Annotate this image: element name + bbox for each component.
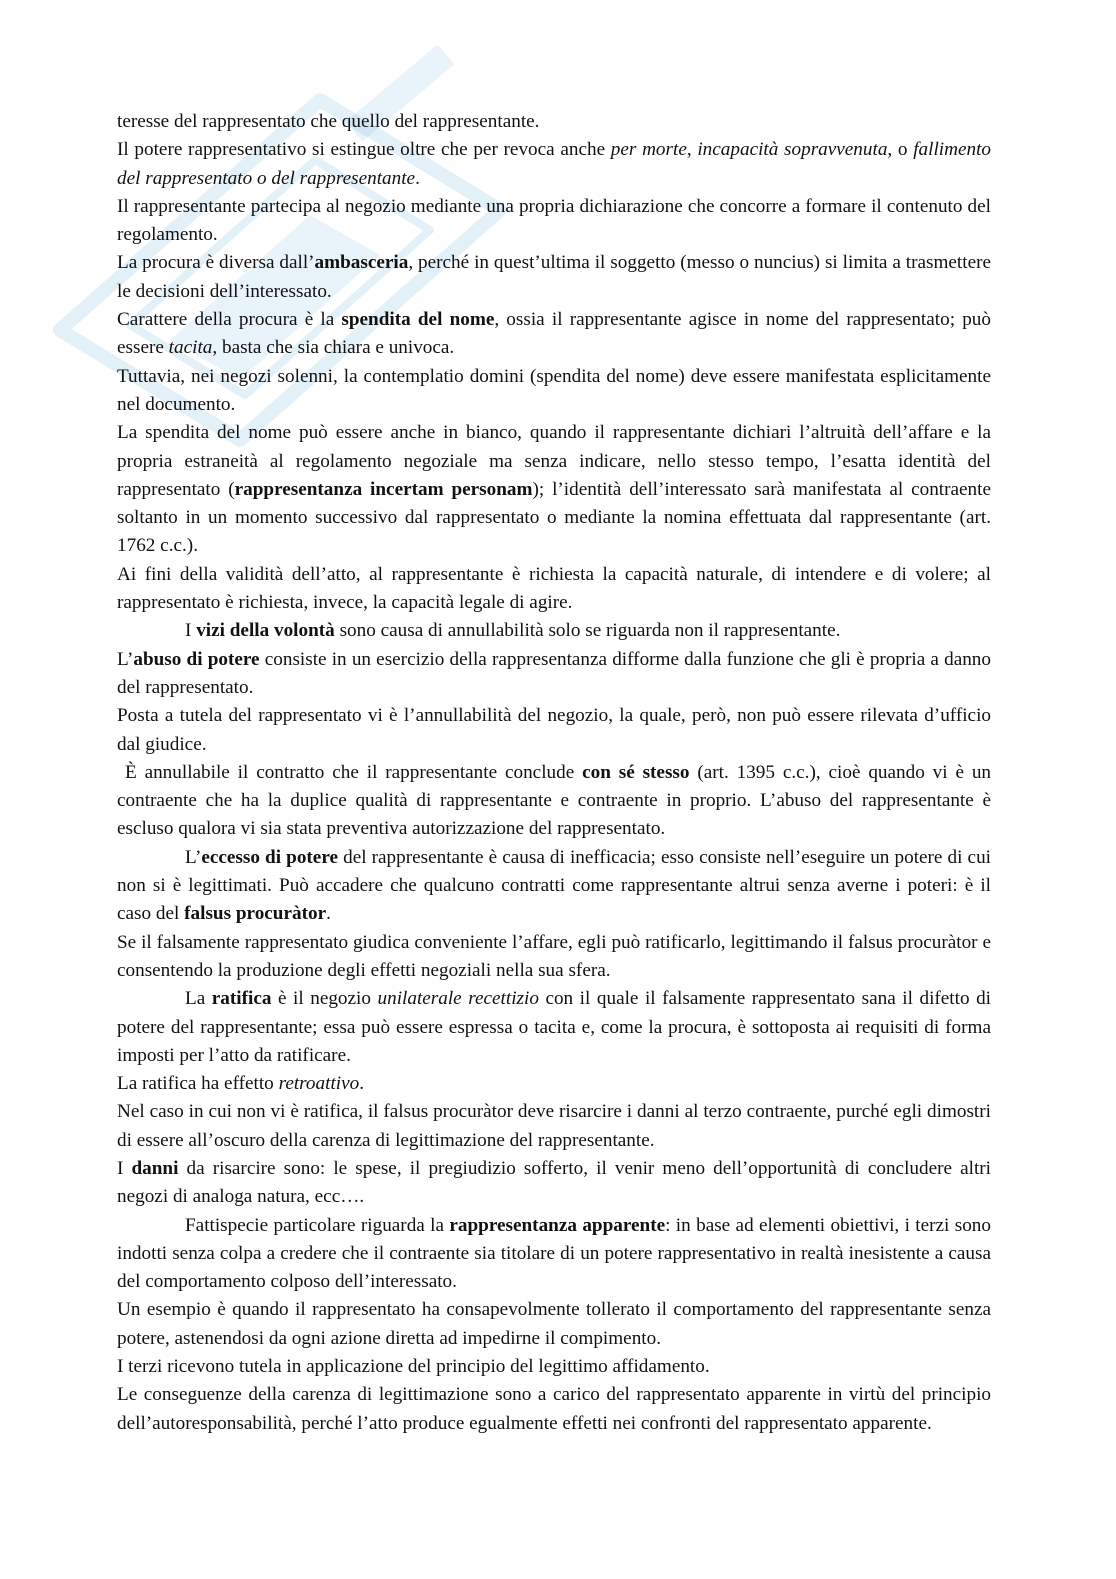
bold-text: con sé stesso [582,761,690,783]
text-run: sono causa di annullabilità solo se riguarda non il rappresentante. [334,620,841,642]
text-run: Ai fini della validità dell’atto, al rappresentante è richiesta la capacità naturale, di intendere e di volere; al rappresentato è richiesta, invece, la capacità legale di agire. [117,563,991,614]
bold-text: vizi della volontà [196,620,335,642]
text-run: , [686,139,698,161]
text-run: da risarcire sono: le spese, il pregiudizio sofferto, il venir meno dell’opportunità di concludere altri negozi di analoga natura, ecc…. [117,1157,991,1208]
text-run: L’ [185,846,202,868]
paragraph [117,929,991,986]
bold-text: ratifica [211,988,272,1010]
text-run: . [415,167,420,189]
paragraph [117,1212,991,1297]
text-run: Fattispecie particolare riguarda la [185,1214,450,1236]
text-run: La spendita del nome può essere anche in bianco, quando il rappresentante dichiari l’altruità dell’affare e la propria estraneità al regolamento negoziale ma senza indicare, nello stesso tempo, l’esatta identità del rappresentato ( [117,422,991,500]
text-run: Se il falsamente rappresentato giudica conveniente l’affare, egli può ratificarlo, legittimando il falsus procuràtor e consentendo la produzione degli effetti negoziali nella sua sfera. [117,931,991,981]
text-run: , o [887,139,914,161]
paragraph [117,1353,991,1381]
text-run: è il negozio [271,988,378,1010]
text-run: I [117,1157,132,1179]
text-run: teresse del rappresentato che quello del rappresentante. [117,111,540,132]
text-run: Nel caso in cui non vi è ratifica, il falsus procuràtor deve risarcire i danni al terzo contraente, purché egli dimostri di essere all’oscuro della carenza di legittimazione del rappresentante. [117,1101,991,1151]
text-run: Carattere della procura è la [117,309,342,331]
text-run: consiste in un esercizio della rappresentanza difforme dalla funzione che gli è propria a danno del rappresentato. [117,648,991,698]
paragraph [117,561,991,618]
paragraph [117,617,991,645]
italic-text: tacita [168,337,213,359]
paragraph [117,1098,991,1155]
italic-text: per morte [610,139,687,161]
text-run: La procura è diversa dall’ [117,252,315,274]
paragraph [117,759,991,844]
bold-text: eccesso di potere [201,846,339,868]
text-run: (art. 1395 c.c.), cioè quando vi è un contraente che ha la duplice qualità di rappresentante e contraente in proprio. L’abuso del rappresentante è escluso qualora vi sia stata preventiva autorizzazione del rappresentato. [117,761,992,840]
text-run: Le conseguenze della carenza di legittimazione sono a carico del rappresentato apparente in virtù del principio dell’autoresponsabilità, perché l’atto produce egualmente effetti nei confronti del rappresentato apparente. [117,1384,991,1434]
paragraph [117,1296,991,1353]
paragraph [117,1155,991,1212]
italic-text: retroattivo [278,1073,360,1095]
paragraph [117,419,991,560]
text-run: Posta a tutela del rappresentato vi è l’annullabilità del negozio, la quale, però, non può essere rilevata d’ufficio dal giudice. [117,705,991,755]
paragraph [117,136,991,193]
text-run: La ratifica ha effetto [117,1073,279,1095]
paragraph [117,702,991,759]
bold-text: ambasceria [314,252,409,274]
paragraph [117,844,991,929]
text-run: , perché in quest’ultima il soggetto (messo o nuncius) si limita a trasmettere le decisioni dell’interessato. [117,252,991,302]
text-run: . [359,1073,365,1095]
text-run: È annullabile il contratto che il rappresentante conclude [125,761,583,783]
text-run: La [185,988,212,1010]
paragraph [117,1070,991,1098]
paragraph [117,306,991,363]
bold-text: abuso di potere [133,648,260,670]
text-run: con il quale il falsamente rappresentato sana il difetto di potere del rappresentante; essa può essere espressa o tacita e, come la procura, è sottoposta ai requisiti di forma imposti per l’atto da ratificare. [117,988,992,1066]
paragraph [117,985,991,1070]
text-run: I [185,620,197,642]
text-run: : in base ad elementi obiettivi, i terzi sono indotti senza colpa a credere che il contraente sia titolare di un potere rappresentativo in realtà inesistente a causa del comportamento colposo dell’interessato. [117,1214,991,1293]
document-body [117,108,991,1438]
text-run: del rappresentante è causa di inefficacia; esso consiste nell’eseguire un potere di cui non si è legittimati. Può accadere che qualcuno contratti come rappresentante altrui senza averne i poteri: è il caso del [117,846,992,925]
text-run: Un esempio è quando il rappresentato ha consapevolmente tollerato il comportamento del rappresentante senza potere, astenendosi da ogni azione diretta ad impedirne il compimento. [117,1299,991,1349]
paragraph [117,193,991,250]
bold-text: falsus procuràtor [184,903,327,925]
text-run: Tuttavia, nei negozi solenni, la contemplatio domini (spendita del nome) deve essere manifestata esplicitamente nel documento. [117,365,991,415]
paragraph [117,363,991,420]
text-run: , basta che sia chiara e univoca. [212,337,455,359]
bold-text: danni [131,1157,179,1179]
text-run: . [326,903,331,925]
text-run: Il rappresentante partecipa al negozio mediante una propria dichiarazione che concorre a formare il contenuto del regolamento. [117,195,991,246]
text-run: ); l’identità dell’interessato sarà manifestata al contraente soltanto in un momento successivo dal rappresentato o mediante la nomina effettuata dal rappresentante (art. 1762 c.c.). [117,478,991,557]
paragraph [117,108,991,136]
text-run: Il potere rappresentativo si estingue oltre che per revoca anche [117,139,611,161]
bold-text: rappresentanza incertam personam [234,478,533,500]
text-run: L’ [117,648,134,670]
paragraph [117,646,991,703]
italic-text: fallimento del rappresentato o del rappresentante [117,139,992,189]
text-run: , ossia il rappresentante agisce in nome del rappresentato; può essere [117,309,991,359]
paragraph [117,249,991,306]
italic-text: incapacità sopravvenuta [697,139,888,161]
bold-text: rappresentanza apparente [449,1214,666,1236]
text-run: I terzi ricevono tutela in applicazione del principio del legittimo affidamento. [117,1356,710,1378]
paragraph [117,1381,991,1438]
bold-text: spendita del nome [341,309,495,331]
italic-text: unilaterale recettizio [377,988,539,1010]
